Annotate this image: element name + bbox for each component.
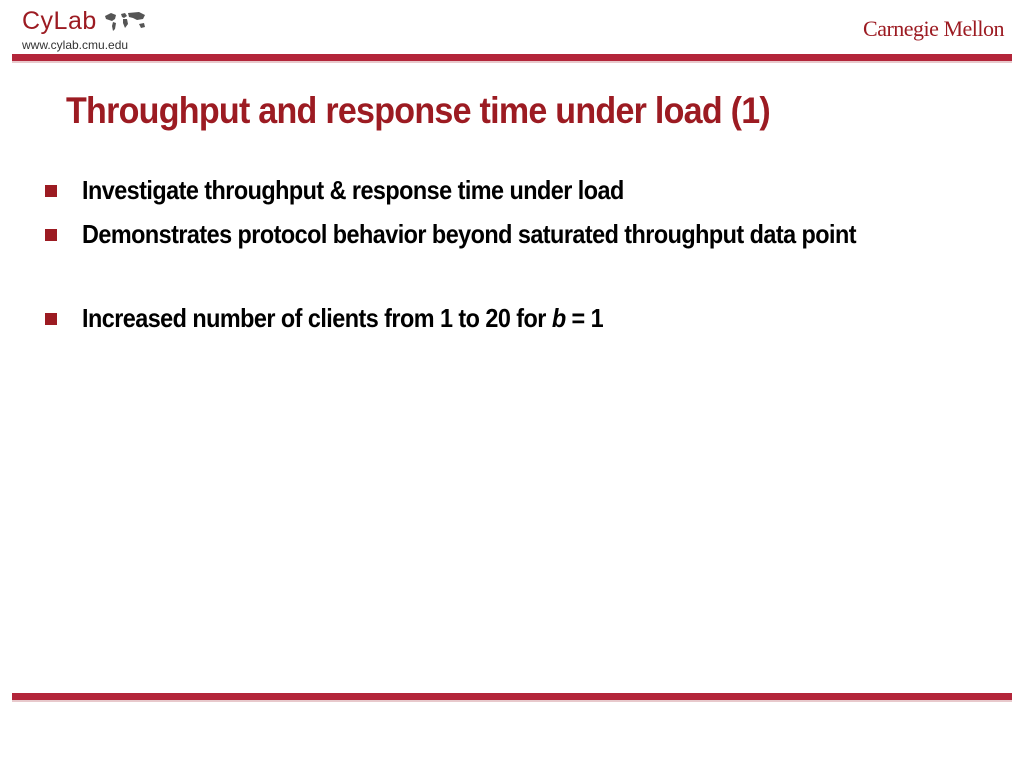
bullet-text: Investigate throughput & response time under load <box>82 175 624 205</box>
cylab-logo <box>22 6 149 52</box>
world-map-icon <box>103 10 149 32</box>
bullet-text <box>82 298 1018 338</box>
square-bullet-icon <box>45 185 57 197</box>
bullet-item <box>42 170 1002 210</box>
bullet-text-before: Increased number of clients from 1 to 20 for <box>82 303 552 333</box>
slide-title: Throughput and response time under load (1) <box>66 90 771 131</box>
carnegie-mellon-logo: Carnegie Mellon <box>863 16 1004 41</box>
header-divider-shadow <box>12 61 1012 63</box>
variable-b: b <box>551 303 566 333</box>
header-divider <box>12 54 1012 61</box>
bullet-text: Demonstrates protocol behavior beyond saturated throughput data point <box>82 219 856 249</box>
footer-divider-shadow <box>12 700 1012 702</box>
cylab-logo-text: CyLab <box>22 7 97 35</box>
bullet-item <box>42 214 1002 254</box>
square-bullet-icon <box>45 313 57 325</box>
footer-divider <box>12 693 1012 700</box>
bullet-text-after: = 1 <box>565 303 604 333</box>
square-bullet-icon <box>45 229 57 241</box>
cylab-url[interactable]: www.cylab.cmu.edu <box>22 38 129 52</box>
bullet-list <box>42 170 1002 338</box>
bullet-item <box>42 298 1002 338</box>
